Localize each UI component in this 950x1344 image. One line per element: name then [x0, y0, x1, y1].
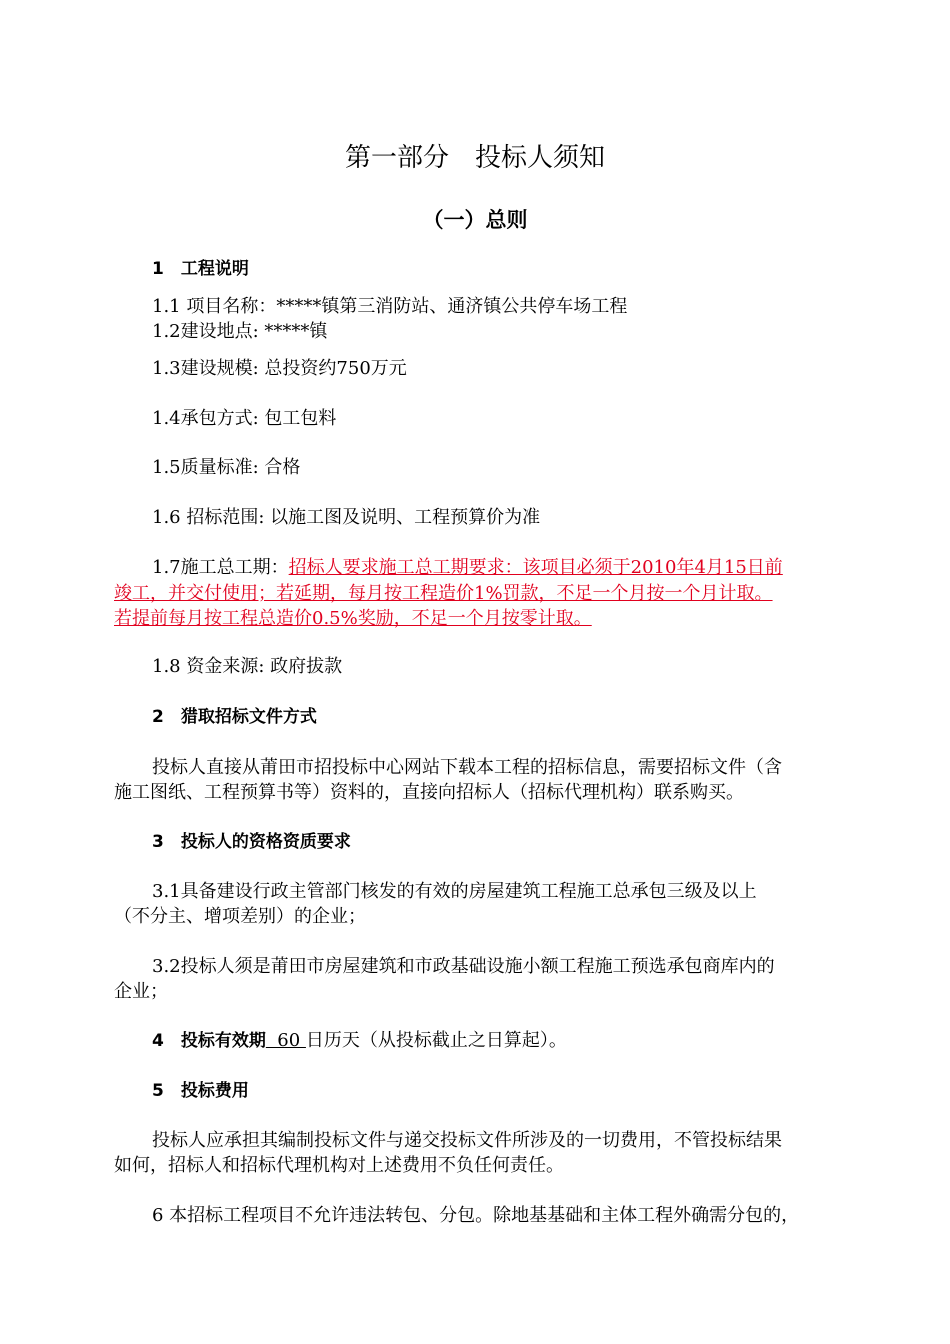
item-construction-site: 1.2建设地点: *****镇 [152, 321, 328, 342]
paragraph-qualification-3-1-line1: 3.1具备建设行政主管部门核发的有效的房屋建筑工程施工总承包三级及以上 [152, 881, 757, 902]
construction-period-requirement-line2: 竣工，并交付使用；若延期，每月按工程造价1%罚款，不足一个月按一个月计取。 [114, 583, 773, 604]
item-construction-scale: 1.3建设规模: 总投资约750万元 [152, 358, 407, 379]
page-title: 第一部分 投标人须知 [344, 143, 605, 173]
construction-period-label: 1.7施工总工期： [152, 557, 289, 578]
item-construction-period [152, 557, 783, 579]
item-project-name: 1.1 项目名称：*****镇第三消防站、通济镇公共停车场工程 [152, 296, 628, 317]
paragraph-qualification-3-2-line2: 企业； [114, 981, 168, 1002]
paragraph-bid-costs-line1: 投标人应承担其编制投标文件与递交投标文件所涉及的一切费用，不管投标结果 [152, 1130, 782, 1151]
item-bidding-scope: 1.6 招标范围: 以施工图及说明、工程预算价为准 [152, 507, 541, 528]
heading-obtain-documents: 2 猎取招标文件方式 [152, 707, 317, 727]
heading-bid-costs: 5 投标费用 [152, 1081, 249, 1101]
paragraph-subcontracting-line1: 6 本招标工程项目不允许违法转包、分包。除地基基础和主体工程外确需分包的， [152, 1205, 800, 1226]
item-bid-validity [152, 1030, 567, 1052]
paragraph-obtain-documents-line2: 施工图纸、工程预算书等）资料的，直接向招标人（招标代理机构）联系购买。 [114, 782, 744, 803]
bid-validity-suffix: 日历天（从投标截止之日算起）。 [305, 1030, 567, 1051]
construction-period-requirement-line1: 招标人要求施工总工期要求：该项目必须于2010年4月15日前 [288, 557, 783, 578]
bid-validity-label: 4 投标有效期 [152, 1031, 266, 1051]
paragraph-qualification-3-1-line2: （不分主、增项差别）的企业； [114, 906, 366, 927]
section-subtitle: （一）总则 [422, 208, 528, 232]
heading-qualification-requirements: 3 投标人的资格资质要求 [152, 832, 351, 852]
paragraph-qualification-3-2-line1: 3.2投标人须是莆田市房屋建筑和市政基础设施小额工程施工预选承包商库内的 [152, 956, 775, 977]
construction-period-requirement-line3: 若提前每月按工程总造价0.5%奖励，不足一个月按零计取。 [114, 608, 592, 629]
item-funding-source: 1.8 资金来源: 政府拔款 [152, 656, 343, 677]
item-contract-method: 1.4承包方式: 包工包料 [152, 408, 337, 429]
paragraph-bid-costs-line2: 如何，招标人和招标代理机构对上述费用不负任何责任。 [114, 1155, 564, 1176]
bid-validity-days: 60 [265, 1030, 306, 1051]
item-quality-standard: 1.5质量标准: 合格 [152, 457, 301, 478]
paragraph-obtain-documents-line1: 投标人直接从莆田市招投标中心网站下载本工程的招标信息，需要招标文件（含 [152, 757, 782, 778]
heading-project-description: 1 工程说明 [152, 259, 249, 279]
